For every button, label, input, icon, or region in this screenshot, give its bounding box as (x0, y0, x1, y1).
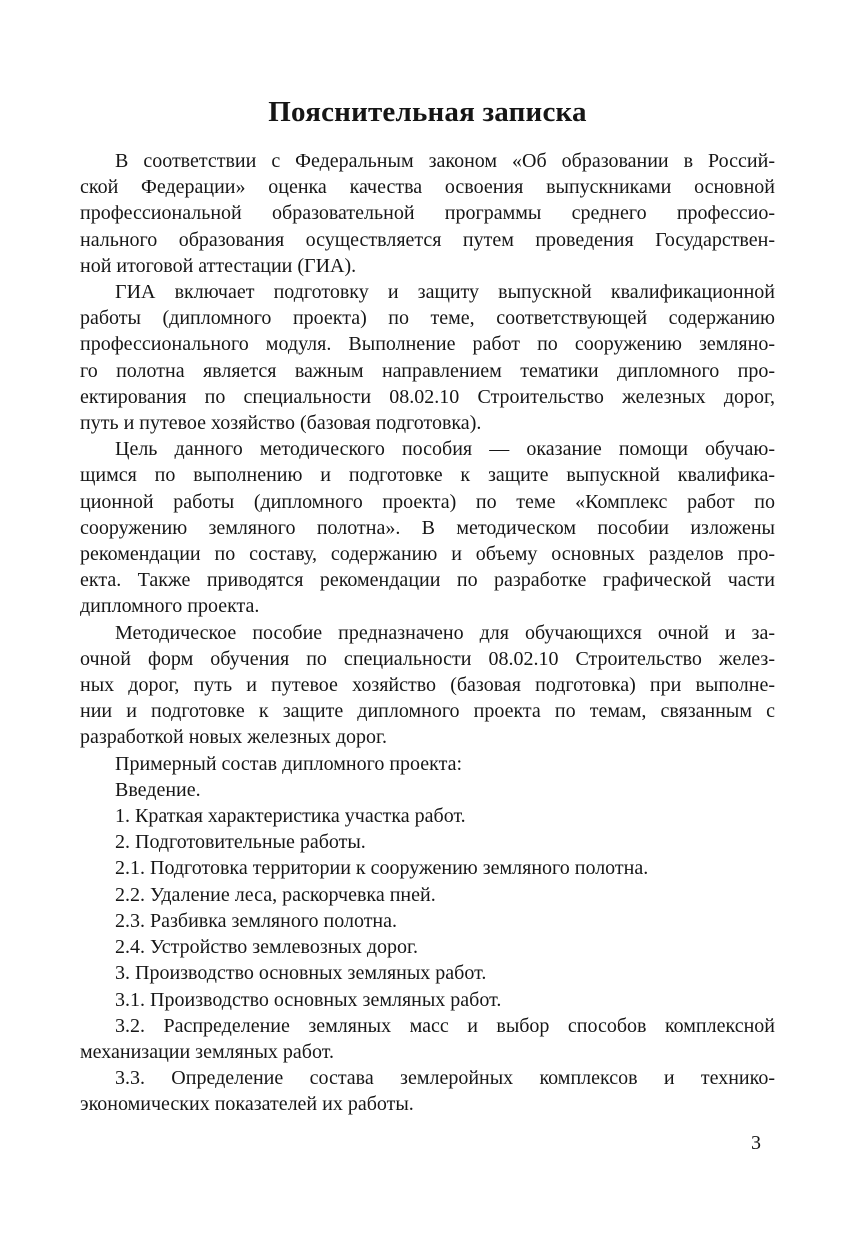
text-line: ГИА включает подготовку и защиту выпускной квалификационной (115, 281, 775, 304)
text-line: 3.1. Производство основных земляных работ. (115, 988, 502, 1011)
page-title: Пояснительная записка (268, 96, 587, 128)
text-line: очной форм обучения по специальности 08.02.10 Строительство желез- (80, 647, 775, 670)
paragraph (80, 279, 775, 436)
paragraph (80, 882, 775, 908)
paragraph (80, 436, 775, 619)
text-line: 2.4. Устройство землевозных дорог. (115, 936, 419, 959)
text-line: Методическое пособие предназначено для обучающихся очной и за- (115, 621, 775, 644)
paragraph (80, 934, 775, 960)
text-line: Введение. (115, 778, 201, 801)
text-line: ционной работы (дипломного проекта) по теме «Комплекс работ по (80, 490, 775, 513)
text-line: профессионального модуля. Выполнение работ по сооружению земляно- (80, 333, 775, 356)
text-line: 3. Производство основных земляных работ. (115, 962, 487, 985)
document-body (80, 148, 775, 1118)
paragraph (80, 620, 775, 751)
text-line: В соответствии с Федеральным законом «Об образовании в Россий- (115, 150, 775, 172)
paragraph (80, 148, 775, 279)
paragraph (80, 1065, 775, 1117)
text-line: 3.3. Определение состава землеройных комплексов и технико- (115, 1067, 775, 1090)
text-column (80, 0, 775, 1118)
paragraph (80, 987, 775, 1013)
text-line: 2.3. Разбивка земляного полотна. (115, 909, 398, 932)
text-line: 3.2. Распределение земляных масс и выбор способов комплексной (115, 1014, 775, 1037)
text-line: дипломного проекта. (80, 595, 260, 618)
text-line: экономических показателей их работы. (80, 1093, 414, 1116)
text-line: механизации земляных работ. (80, 1040, 334, 1063)
text-line: 2.1. Подготовка территории к сооружению земляного полотна. (115, 857, 649, 880)
paragraph (80, 908, 775, 934)
text-line: нального образования осуществляется путем проведения Государствен- (80, 228, 775, 251)
paragraph (80, 751, 775, 777)
text-line: Цель данного методического пособия — оказание помощи обучаю- (115, 438, 775, 461)
text-line: екта. Также приводятся рекомендации по разработке графической части (80, 569, 775, 592)
text-line: путь и путевое хозяйство (базовая подготовка). (80, 412, 482, 435)
paragraph (80, 1013, 775, 1065)
text-line: 1. Краткая характеристика участка работ. (115, 805, 466, 828)
paragraph (80, 803, 775, 829)
paragraph (80, 829, 775, 855)
paragraph (80, 855, 775, 881)
text-line: ной итоговой аттестации (ГИА). (80, 254, 357, 277)
text-line: 2. Подготовительные работы. (115, 831, 366, 854)
text-line: ской Федерации» оценка качества освоения выпускниками основной (80, 176, 775, 199)
text-line: сооружению земляного полотна». В методическом пособии изложены (80, 516, 775, 539)
text-line: разработкой новых железных дорог. (80, 726, 387, 749)
text-line: 2.2. Удаление леса, раскорчевка пней. (115, 883, 436, 906)
text-line: профессиональной образовательной программы среднего профессио- (80, 202, 775, 225)
text-line: щимся по выполнению и подготовке к защите выпускной квалифика- (80, 464, 775, 487)
paragraph (80, 960, 775, 986)
paragraph (80, 777, 775, 803)
text-line: работы (дипломного проекта) по теме, соответствующей содержанию (80, 307, 775, 330)
text-line: рекомендации по составу, содержанию и объему основных разделов про- (80, 543, 775, 566)
page-number: 3 (751, 1132, 761, 1154)
text-line: Примерный состав дипломного проекта: (115, 752, 463, 775)
text-line: ных дорог, путь и путевое хозяйство (базовая подготовка) при выполне- (80, 674, 775, 697)
text-line: нии и подготовке к защите дипломного проекта по темам, связанным с (80, 700, 775, 723)
text-line: го полотна является важным направлением тематики дипломного про- (80, 359, 775, 382)
text-line: ектирования по специальности 08.02.10 Строительство железных дорог, (80, 385, 775, 408)
